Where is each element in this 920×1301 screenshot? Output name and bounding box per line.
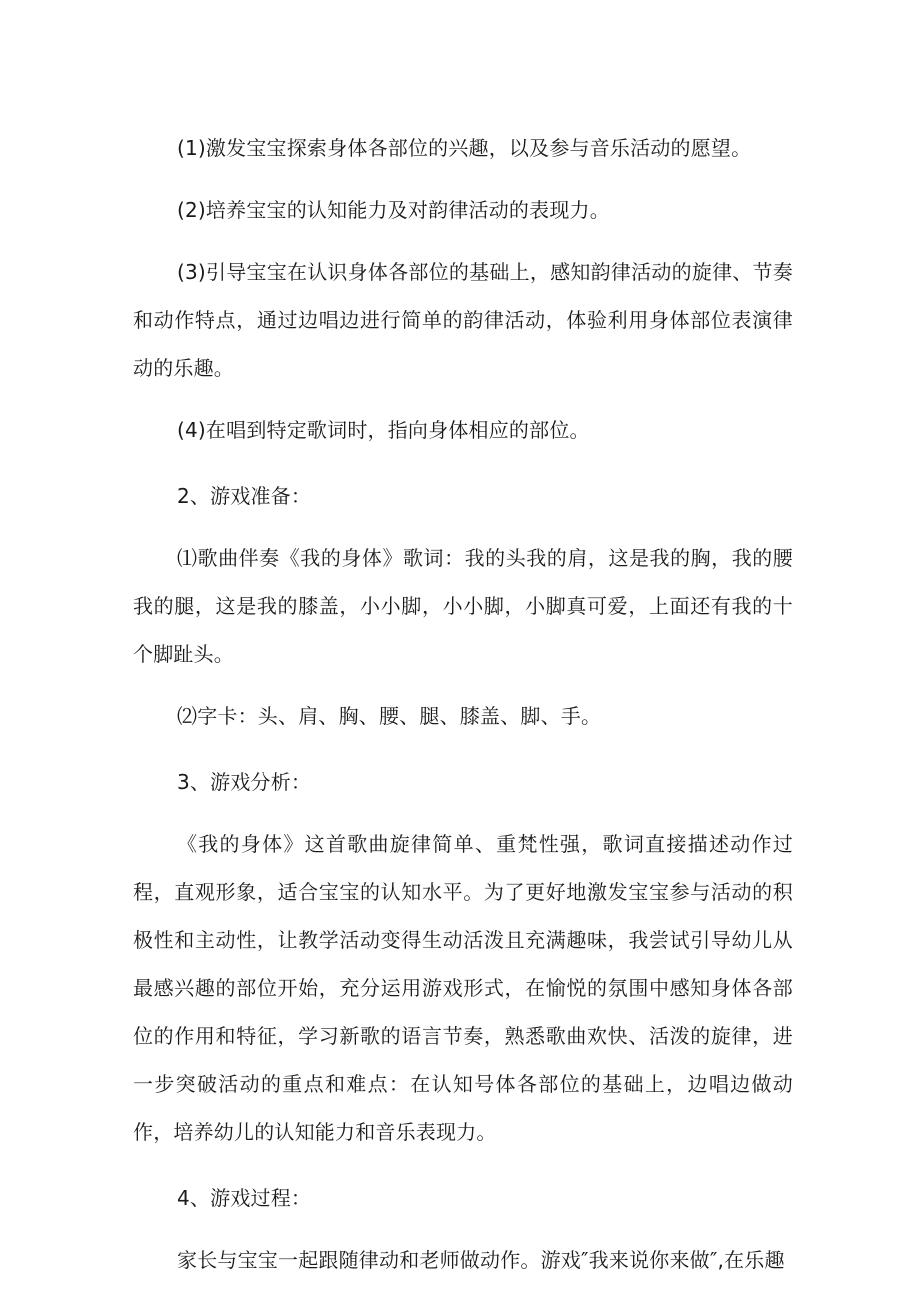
analysis-paragraph: 《我的身体》这首歌曲旋律简单、重梵性强，歌词直接描述动作过程，直观形象，适合宝宝的认知水平。为了更好地激发宝宝参与活动的积极性和主动性，让教学活动变得生动活泼且充满趣味，我尝试引导幼儿从最感兴趣的部位开始，充分运用游戏形式，在愉悦的氛围中感知身体各部位的作用和特征，学习新歌的语言节奏，熟悉歌曲欢快、活泼的旋律，进一步突破活动的重点和难点：在认知号体各部位的基础上，边唱边做动作，培养幼儿的认知能力和音乐表现力。 [133,832,793,1144]
analysis-heading: 3、游戏分析： [177,770,312,794]
objective-1: (1)激发宝宝探索身体各部位的兴趣，以及参与音乐活动的愿望。 [177,136,752,160]
preparation-item-2: ⑵字卡：头、肩、胸、腰、腿、膝盖、脚、手。 [177,704,602,728]
process-heading: 4、游戏过程： [177,1186,312,1210]
objective-4: (4)在唱到特定歌词时，指向身体相应的部位。 [177,418,590,442]
document-body [133,124,793,1284]
objective-2: (2)培养宝宝的认知能力及对韵律活动的表现力。 [177,198,610,222]
preparation-item-1: ⑴歌曲伴奏《我的身体》歌词：我的头我的肩，这是我的胸，我的腰我的腿，这是我的膝盖，小小脚，小小脚，小脚真可爱，上面还有我的十个脚趾头。 [133,546,793,666]
preparation-heading: 2、游戏准备： [177,484,312,508]
objective-3: (3)引导宝宝在认识身体各部位的基础上，感知韵律活动的旋律、节奏和动作特点，通过边唱边进行简单的韵律活动，体验利用身体部位表演律动的乐趣。 [133,260,793,380]
process-paragraph: 家长与宝宝一起跟随律动和老师做动作。游戏″我来说你来做″,在乐趣 [177,1248,785,1272]
